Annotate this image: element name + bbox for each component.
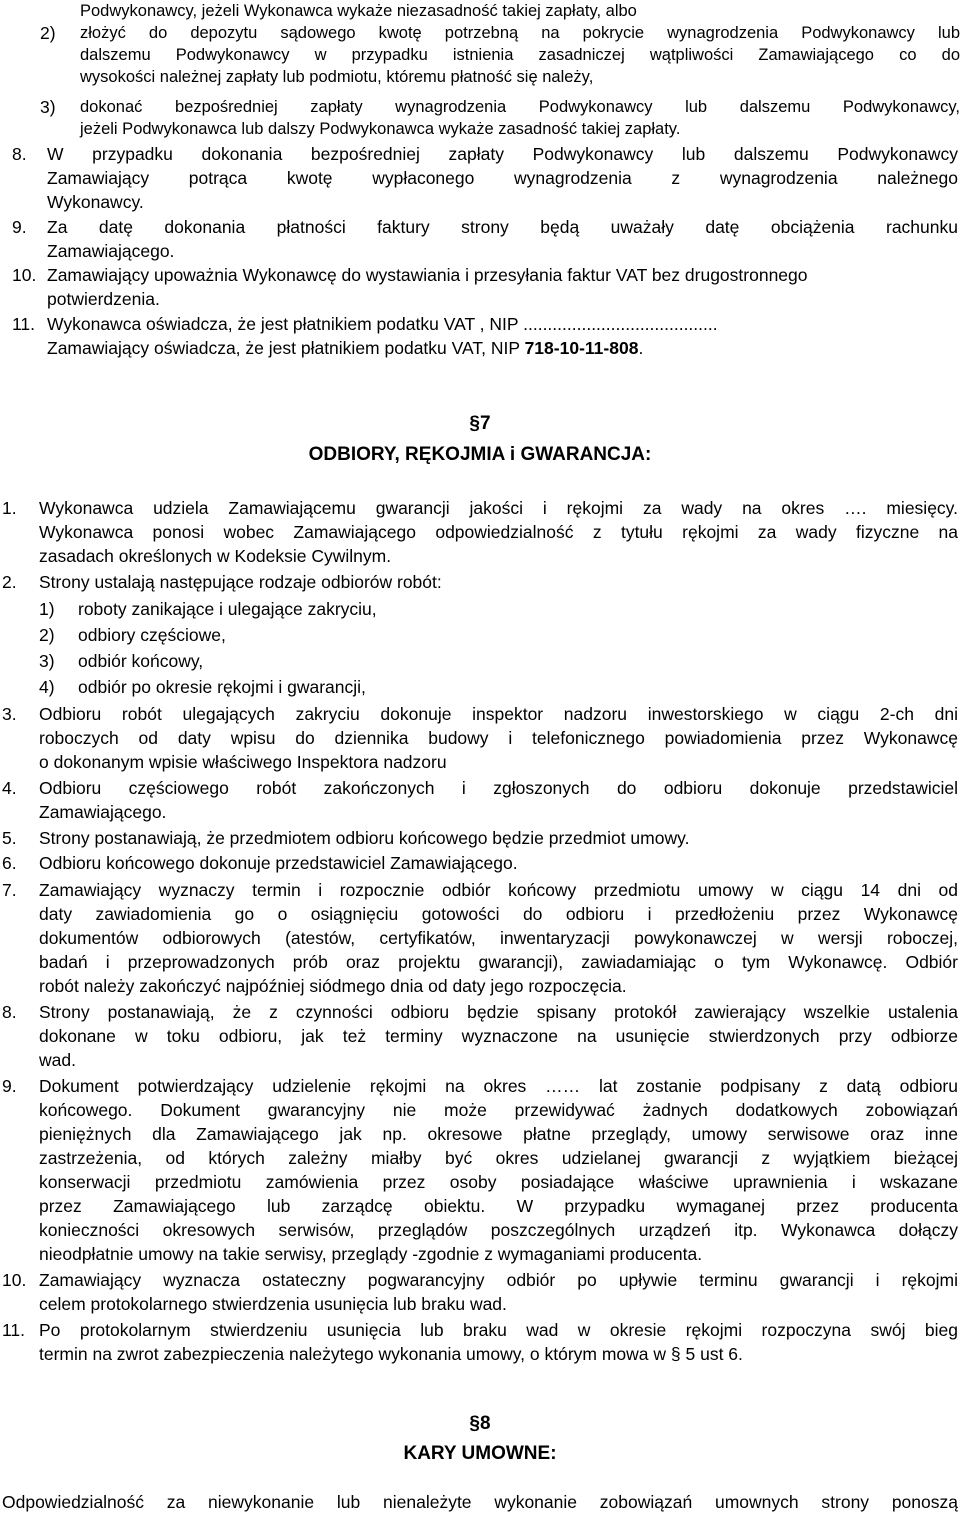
nip-period: . [638, 338, 644, 358]
list-number: 10. [2, 1270, 27, 1290]
list-item: roboty zanikające i ulegające zakryciu, [78, 599, 377, 619]
list-number: 3) [39, 651, 55, 671]
paragraph-line: Wykonawca udziela Zamawiającemu gwarancji jakości i rękojmi za wady na okres …. miesięcy. [39, 498, 958, 518]
list-item: odbiory częściowe, [78, 625, 226, 645]
list-item: odbiór po okresie rękojmi i gwarancji, [78, 677, 366, 697]
paragraph-line: Zamawiającego. [47, 241, 175, 261]
paragraph-line: złożyć do depozytu sądowego kwotę potrzebną na pokrycie wynagrodzenia Podwykonawcy lub [80, 24, 960, 42]
paragraph-line: W przypadku dokonania bezpośredniej zapłaty Podwykonawcy lub dalszemu Podwykonawcy [47, 144, 958, 164]
paragraph-line: końcowego. Dokument gwarancyjny nie może przewidywać żadnych dodatkowych zobowiązań [39, 1100, 958, 1120]
nip-number: 718-10-11-808 [524, 338, 639, 358]
paragraph-line: Strony ustalają następujące rodzaje odbiorów robót: [39, 572, 442, 592]
paragraph-line: Zamawiający potrąca kwotę wypłaconego wynagrodzenia z wynagrodzenia należnego [47, 168, 958, 188]
paragraph-line: wad. [39, 1050, 76, 1070]
section-number: §8 [469, 1413, 491, 1434]
list-number: 7. [2, 880, 17, 900]
paragraph-line: Zamawiający wyznacza ostateczny pogwarancyjny odbiór po upływie terminu gwarancji i rękojmi [39, 1270, 958, 1290]
list-number: 9. [2, 1076, 17, 1096]
paragraph-line: Odpowiedzialność za niewykonanie lub nienależyte wykonanie zobowiązań umownych strony ponoszą [2, 1492, 958, 1512]
list-number: 11. [12, 314, 36, 334]
paragraph-line [47, 337, 643, 359]
list-number: 2. [2, 572, 17, 592]
list-item: odbiór końcowy, [78, 651, 204, 671]
paragraph-line: dokonać bezpośredniej zapłaty wynagrodzenia Podwykonawcy lub dalszemu Podwykonawcy, [80, 98, 960, 116]
paragraph-line: dokumentów odbiorowych (atestów, certyfikatów, inwentaryzacji powykonawczej w wersji roboczej, [39, 928, 958, 948]
paragraph-line: konieczności okresowych serwisów, przeglądów poszczególnych urządzeń itp. Wykonawca dołączy [39, 1220, 958, 1240]
list-number: 3. [2, 704, 17, 724]
list-number: 5. [2, 828, 17, 848]
paragraph-line: dalszemu Podwykonawcy w przypadku istnienia zasadniczej wątpliwości Zamawiającego co do [80, 46, 960, 64]
paragraph-line: Po protokolarnym stwierdzeniu usunięcia lub braku wad w okresie rękojmi rozpoczyna swój bieg [39, 1320, 958, 1340]
paragraph-line: pieniężnych dla Zamawiającego jak np. okresowe płatne przeglądy, umowy serwisowe oraz inne [39, 1124, 958, 1144]
paragraph-line: wysokości należnej zapłaty lub podmiotu, któremu płatność się należy, [80, 68, 594, 86]
list-number: 3) [40, 97, 56, 117]
list-number: 4. [2, 778, 17, 798]
paragraph-line: Podwykonawcy, jeżeli Wykonawca wykaże niezasadność takiej zapłaty, albo [80, 2, 637, 20]
paragraph-line: dokonane w toku odbioru, jak też terminy wyznaczone na usunięcie stwierdzonych przy odbiorze [39, 1026, 958, 1046]
list-number: 9. [12, 217, 27, 237]
paragraph-line: zasadach określonych w Kodeksie Cywilnym. [39, 546, 392, 566]
paragraph-line: daty zawiadomienia go o osiągnięciu gotowości do odbioru i przedłożeniu przez Wykonawcę [39, 904, 958, 924]
paragraph-line: Zamawiający wyznaczy termin i rozpocznie odbiór końcowy przedmiotu umowy w ciągu 14 dni od [39, 880, 958, 900]
section-number: §7 [469, 413, 491, 434]
list-number: 11. [2, 1320, 26, 1340]
paragraph-line: konserwacji przedmiotu zamówienia przez osoby posiadające właściwe uprawnienia i wskazane [39, 1172, 958, 1192]
paragraph-line: przez Zamawiającego lub zarządcę obiektu. W przypadku wymaganej przez producenta [39, 1196, 958, 1216]
paragraph-line: roboczych od daty wpisu do dziennika budowy i telefonicznego powiadomienia przez Wykonawcę [39, 728, 958, 748]
paragraph-line: Strony postanawiają, że z czynności odbioru będzie spisany protokół zawierający wszelkie ustalenia [39, 1002, 958, 1022]
paragraph-line: jeżeli Podwykonawca lub dalszy Podwykonawca wykaże zasadność takiej zapłaty. [80, 120, 681, 138]
list-number: 2) [39, 625, 55, 645]
paragraph-line: Odbioru częściowego robót zakończonych i zgłoszonych do odbioru dokonuje przedstawiciel [39, 778, 958, 798]
paragraph-line: robót należy zakończyć najpóźniej siódmego dnia od daty jego rozpoczęcia. [39, 976, 627, 996]
paragraph-line: termin na zwrot zabezpieczenia należytego wykonania umowy, o którym mowa w § 5 ust 6. [39, 1344, 743, 1364]
section-title: KARY UMOWNE: [403, 1443, 557, 1464]
paragraph-line: celem protokolarnego stwierdzenia usunięcia lub braku wad. [39, 1294, 507, 1314]
paragraph-line: Odbioru końcowego dokonuje przedstawiciel Zamawiającego. [39, 853, 518, 873]
list-number: 8. [12, 144, 27, 164]
paragraph-line: nieodpłatnie umowy na takie serwisy, przeglądy -zgodnie z wymaganiami producenta. [39, 1244, 703, 1264]
paragraph-line: badań i przeprowadzonych prób oraz projektu gwarancji), zawiadamiając o tym Wykonawcę. Odbiór [39, 952, 958, 972]
section-title: ODBIORY, RĘKOJMIA i GWARANCJA: [308, 444, 652, 465]
paragraph-line: Zamawiającego. [39, 802, 167, 822]
nip-statement: Zamawiający oświadcza, że jest płatnikiem podatku VAT, NIP [47, 338, 525, 358]
list-number: 2) [40, 23, 56, 43]
paragraph-line: Dokument potwierdzający udzielenie rękojmi na okres …… lat zostanie podpisany z datą odbioru [39, 1076, 958, 1096]
paragraph-line: Wykonawca oświadcza, że jest płatnikiem podatku VAT , NIP ........................................ [47, 314, 718, 334]
paragraph-line: Zamawiający upoważnia Wykonawcę do wystawiania i przesyłania faktur VAT bez drugostronnego [47, 265, 808, 285]
paragraph-line: Za datę dokonania płatności faktury strony będą uważały datę obciążenia rachunku [47, 217, 958, 237]
list-number: 10. [12, 265, 37, 285]
paragraph-line: zastrzeżenia, od których zależny miałby być okres udzielanej gwarancji z wyjątkiem bieżącej [39, 1148, 958, 1168]
paragraph-line: Odbioru robót ulegających zakryciu dokonuje inspektor nadzoru inwestorskiego w ciągu 2-ch dni [39, 704, 958, 724]
list-number: 4) [39, 677, 55, 697]
paragraph-line: Wykonawcy. [47, 192, 144, 212]
paragraph-line: Strony postanawiają, że przedmiotem odbioru końcowego będzie przedmiot umowy. [39, 828, 690, 848]
paragraph-line: Wykonawca ponosi wobec Zamawiającego odpowiedzialność z tytułu rękojmi za wady fizyczne na [39, 522, 958, 542]
list-number: 6. [2, 853, 17, 873]
list-number: 8. [2, 1002, 17, 1022]
paragraph-line: potwierdzenia. [47, 289, 160, 309]
list-number: 1. [2, 498, 17, 518]
list-number: 1) [39, 599, 55, 619]
paragraph-line: o dokonanym wpisie właściwego Inspektora nadzoru [39, 752, 447, 772]
